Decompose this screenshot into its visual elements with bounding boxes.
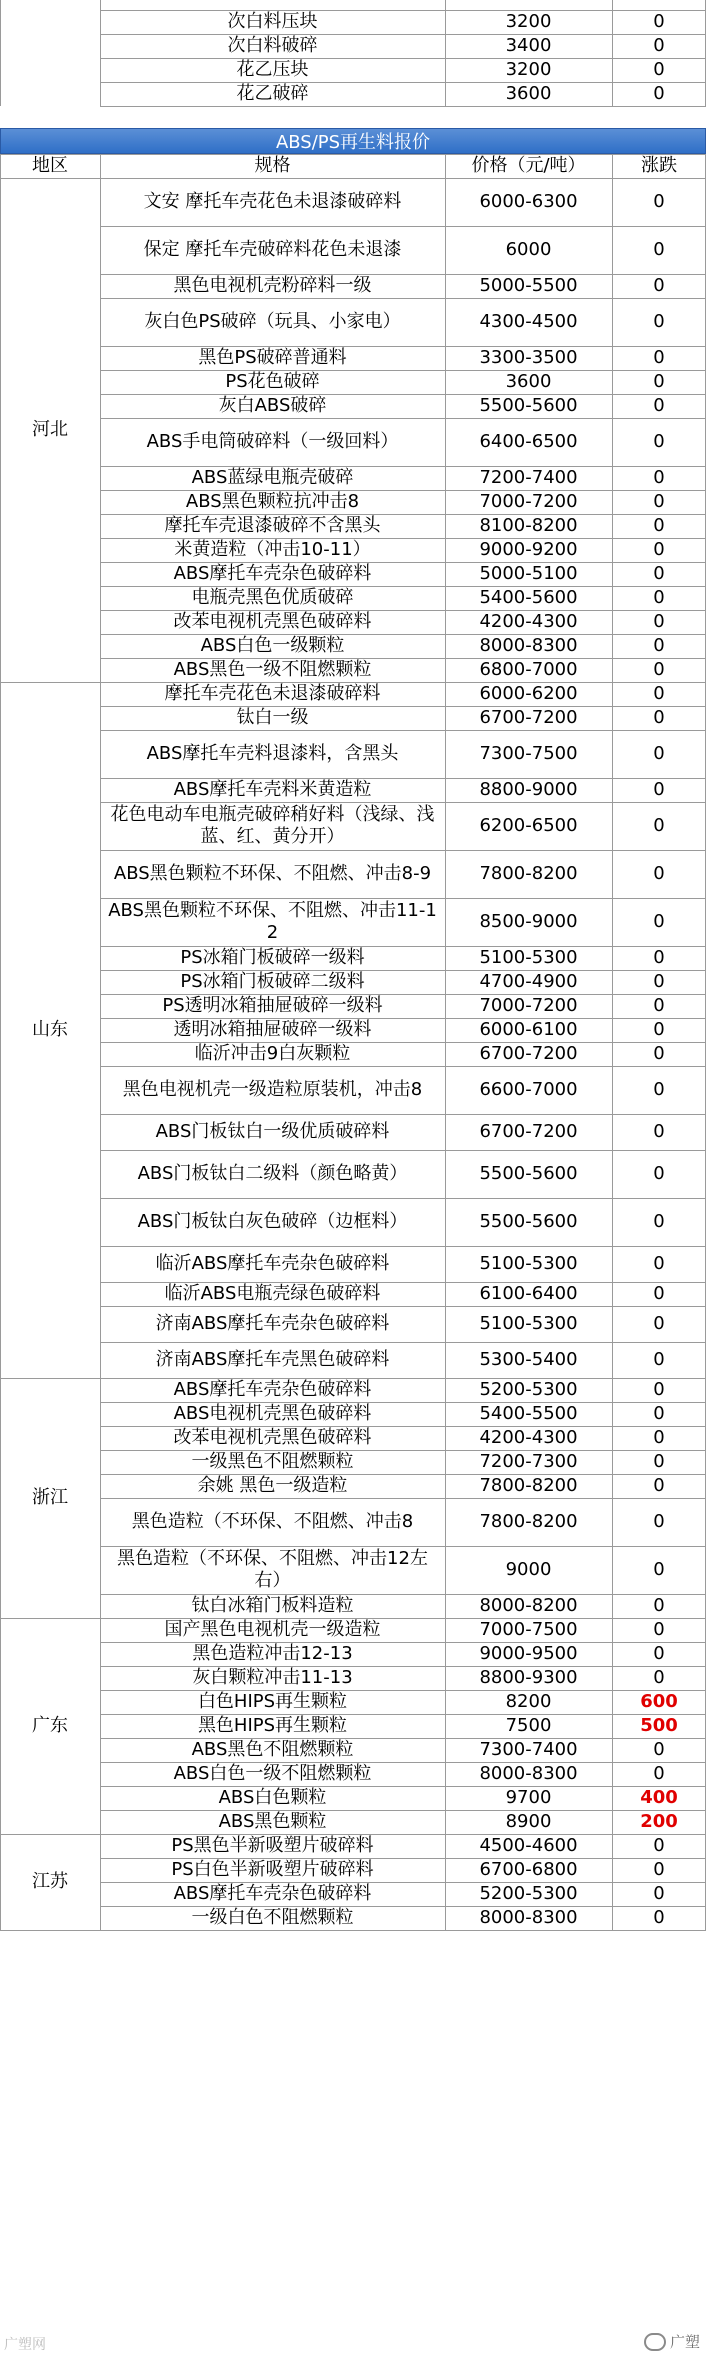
spec-cell: PS冰箱门板破碎二级料 (180, 971, 365, 992)
change-cell: 0 (653, 971, 665, 992)
change-cell: 0 (653, 1079, 665, 1100)
spec-cell: ABS黑色一级不阻燃颗粒 (173, 659, 372, 680)
price-cell: 7300-7500 (479, 743, 578, 764)
spec-cell: 电瓶壳黑色优质破碎 (191, 587, 354, 608)
change-cell: 0 (653, 1379, 665, 1400)
spec-cell: 灰白色PS破碎（玩具、小家电） (144, 311, 401, 332)
change-cell: 0 (653, 611, 665, 632)
price-cell: 4700-4900 (479, 971, 578, 992)
header-change: 涨跌 (641, 155, 677, 176)
spec-cell: 国产黑色电视机壳一级造粒 (164, 1619, 381, 1640)
spec-cell: 临沂ABS电瓶壳绿色破碎料 (164, 1283, 381, 1304)
price-cell: 8200 (505, 1691, 552, 1712)
change-cell: 0 (653, 683, 665, 704)
grid-line (445, 0, 446, 106)
price-cell: 3600 (505, 371, 552, 392)
spec-cell: PS黑色半新吸塑片破碎料 (171, 1835, 374, 1856)
price-cell: 9000-9500 (479, 1643, 578, 1664)
price-cell: 5100-5300 (479, 1313, 578, 1334)
spec-cell: ABS摩托车壳杂色破碎料 (173, 563, 372, 584)
change-cell: 0 (653, 371, 665, 392)
spec-cell: 济南ABS摩托车壳杂色破碎料 (155, 1313, 390, 1334)
change-cell: 0 (653, 275, 665, 296)
spec-cell: 次白料压块 (227, 11, 318, 32)
price-cell: 3600 (505, 83, 552, 104)
spec-cell: 灰白ABS破碎 (218, 395, 327, 416)
price-cell: 5400-5600 (479, 587, 578, 608)
change-cell: 0 (653, 1475, 665, 1496)
change-cell: 0 (653, 239, 665, 260)
price-cell: 7000-7200 (479, 995, 578, 1016)
price-cell: 5200-5300 (479, 1883, 578, 1904)
change-cell: 0 (653, 1835, 665, 1856)
spec-cell: ABS黑色颗粒不环保、不阻燃、冲击8-9 (113, 863, 432, 884)
grid-line (100, 0, 101, 106)
spec-cell: ABS白色颗粒 (218, 1787, 327, 1808)
price-cell: 6700-7200 (479, 707, 578, 728)
change-cell: 0 (653, 707, 665, 728)
change-cell: 0 (653, 1451, 665, 1472)
spec-cell: ABS黑色颗粒不环保、不阻燃、冲击11-12 (108, 900, 437, 943)
change-cell: 0 (653, 947, 665, 968)
change-cell (612, 0, 706, 10)
price-cell: 3400 (505, 35, 552, 56)
spec-cell: 改苯电视机壳黑色破碎料 (173, 1427, 372, 1448)
change-cell: 0 (653, 1163, 665, 1184)
price-cell: 6400-6500 (479, 431, 578, 452)
spec-cell: 黑色电视机壳粉碎料一级 (173, 275, 372, 296)
change-cell: 0 (653, 1643, 665, 1664)
price-cell: 6700-7200 (479, 1121, 578, 1142)
price-cell: 6000-6300 (479, 191, 578, 212)
price-cell: 7800-8200 (479, 1475, 578, 1496)
price-cell: 7000-7200 (479, 491, 578, 512)
change-cell: 0 (653, 1907, 665, 1928)
change-cell: 0 (653, 995, 665, 1016)
change-cell: 0 (653, 11, 665, 32)
spec-cell: ABS蓝绿电瓶壳破碎 (191, 467, 354, 488)
change-cell: 0 (653, 1619, 665, 1640)
change-cell: 0 (653, 83, 665, 104)
change-cell: 0 (653, 467, 665, 488)
price-cell: 4200-4300 (479, 1427, 578, 1448)
change-cell: 0 (653, 1283, 665, 1304)
spec-cell: 白色HIPS再生颗粒 (197, 1691, 348, 1712)
change-cell: 0 (653, 1019, 665, 1040)
change-cell: 0 (653, 1667, 665, 1688)
spec-cell: ABS手电筒破碎料（一级回料） (146, 431, 399, 452)
change-cell: 0 (653, 863, 665, 884)
change-cell: 0 (653, 191, 665, 212)
price-cell: 5200-5300 (479, 1379, 578, 1400)
price-cell: 8800-9300 (479, 1667, 578, 1688)
price-cell: 8000-8300 (479, 1907, 578, 1928)
spec-cell: 黑色造粒（不环保、不阻燃、冲击12左右） (117, 1548, 428, 1591)
change-cell: 0 (653, 515, 665, 536)
price-cell: 5000-5500 (479, 275, 578, 296)
price-cell: 6600-7000 (479, 1079, 578, 1100)
price-cell: 6200-6500 (479, 815, 578, 836)
change-cell: 0 (653, 815, 665, 836)
change-cell: 0 (653, 395, 665, 416)
header-price: 价格（元/吨） (471, 155, 586, 176)
change-cell: 0 (653, 491, 665, 512)
spec-cell: ABS黑色颗粒 (218, 1811, 327, 1832)
spec-cell: 黑色HIPS再生颗粒 (197, 1715, 348, 1736)
spec-cell: ABS门板钛白灰色破碎（边框料） (137, 1211, 408, 1232)
change-cell: 0 (653, 1043, 665, 1064)
spec-cell: 花色电动车电瓶壳破碎稍好料（浅绿、浅蓝、红、黄分开） (110, 804, 435, 847)
spec-cell: ABS门板钛白一级优质破碎料 (155, 1121, 390, 1142)
watermark-left (4, 2334, 46, 2354)
change-cell: 0 (653, 1313, 665, 1334)
change-cell: 200 (640, 1811, 678, 1832)
spec-cell: 黑色电视机壳一级造粒原装机，冲击8 (122, 1079, 423, 1100)
grid-line (612, 154, 613, 1930)
spec-cell: ABS白色一级颗粒 (200, 635, 345, 656)
grid-line (0, 154, 1, 1930)
spec-cell: 一级黑色不阻燃颗粒 (191, 1451, 354, 1472)
price-cell: 8000-8300 (479, 1763, 578, 1784)
change-cell: 0 (653, 911, 665, 932)
spec-cell: ABS摩托车壳料米黄造粒 (173, 779, 372, 800)
price-cell: 8000-8300 (479, 635, 578, 656)
spec-cell: 黑色造粒冲击12-13 (192, 1643, 353, 1664)
change-cell: 0 (653, 635, 665, 656)
change-cell: 0 (653, 431, 665, 452)
change-cell: 0 (653, 1763, 665, 1784)
change-cell: 0 (653, 1595, 665, 1616)
spec-cell: ABS门板钛白二级料（颜色略黄） (137, 1163, 408, 1184)
change-cell: 0 (653, 1121, 665, 1142)
price-cell: 4500-4600 (479, 1835, 578, 1856)
region-cell: 山东 (32, 1019, 68, 1040)
spec-cell: 济南ABS摩托车壳黑色破碎料 (155, 1349, 390, 1370)
grid-line (0, 0, 1, 106)
change-cell: 0 (653, 1883, 665, 1904)
region-cell: 河北 (32, 419, 68, 440)
price-cell: 6800-7000 (479, 659, 578, 680)
change-cell: 400 (640, 1787, 678, 1808)
change-cell: 0 (653, 1253, 665, 1274)
change-cell: 0 (653, 659, 665, 680)
price-cell: 9700 (505, 1787, 552, 1808)
price-cell: 3200 (505, 11, 552, 32)
price-cell: 8900 (505, 1811, 552, 1832)
spec-cell: 摩托车壳花色未退漆破碎料 (164, 683, 381, 704)
spec-cell: 临沂冲击9白灰颗粒 (194, 1043, 351, 1064)
change-cell: 0 (653, 1739, 665, 1760)
change-cell: 0 (653, 587, 665, 608)
spec-cell: 钛白冰箱门板料造粒 (191, 1595, 354, 1616)
price-cell: 7800-8200 (479, 863, 578, 884)
change-cell: 0 (653, 311, 665, 332)
spec-cell (100, 0, 445, 10)
change-cell: 0 (653, 1559, 665, 1580)
grid-line (0, 1930, 706, 1931)
spec-cell: 一级白色不阻燃颗粒 (191, 1907, 354, 1928)
region-cell: 浙江 (32, 1487, 68, 1508)
header-region: 地区 (32, 155, 68, 176)
price-cell: 9000 (505, 1559, 552, 1580)
spec-cell: 次白料破碎 (227, 35, 318, 56)
price-cell: 9000-9200 (479, 539, 578, 560)
price-cell: 6000-6100 (479, 1019, 578, 1040)
spec-cell: 改苯电视机壳黑色破碎料 (173, 611, 372, 632)
price-cell: 4200-4300 (479, 611, 578, 632)
price-cell: 5400-5500 (479, 1403, 578, 1424)
spec-cell: ABS黑色颗粒抗冲击8 (185, 491, 360, 512)
watermark-right-text: 广塑 (669, 2333, 700, 2351)
region-cell: 广东 (32, 1715, 68, 1736)
price-cell: 5100-5300 (479, 1253, 578, 1274)
spec-cell: 灰白颗粒冲击11-13 (192, 1667, 353, 1688)
change-cell: 0 (653, 1403, 665, 1424)
price-cell: 5000-5100 (479, 563, 578, 584)
change-cell: 0 (653, 347, 665, 368)
spec-cell: ABS白色一级不阻燃颗粒 (173, 1763, 372, 1784)
price-cell: 7300-7400 (479, 1739, 578, 1760)
spec-cell: 花乙破碎 (236, 83, 309, 104)
price-cell: 7500 (505, 1715, 552, 1736)
price-cell: 6000 (505, 239, 552, 260)
spec-cell: 余姚 黑色一级造粒 (197, 1475, 348, 1496)
wechat-icon (644, 2333, 666, 2351)
price-cell: 3300-3500 (479, 347, 578, 368)
price-cell: 5500-5600 (479, 1211, 578, 1232)
spec-cell: PS冰箱门板破碎一级料 (180, 947, 365, 968)
price-cell: 6700-7200 (479, 1043, 578, 1064)
change-cell: 0 (653, 59, 665, 80)
grid-line (612, 0, 613, 106)
price-cell: 7000-7500 (479, 1619, 578, 1640)
price-cell: 6700-6800 (479, 1859, 578, 1880)
price-cell: 8100-8200 (479, 515, 578, 536)
grid-line (0, 154, 706, 155)
spec-cell: 黑色造粒（不环保、不阻燃、冲击8 (131, 1511, 414, 1532)
spec-cell: ABS黑色不阻燃颗粒 (191, 1739, 354, 1760)
price-cell: 4300-4500 (479, 311, 578, 332)
price-cell: 7200-7300 (479, 1451, 578, 1472)
change-cell: 0 (653, 1349, 665, 1370)
price-cell (445, 0, 612, 10)
grid-line (100, 154, 101, 1930)
header-spec: 规格 (254, 155, 291, 176)
change-cell: 0 (653, 743, 665, 764)
price-cell: 8500-9000 (479, 911, 578, 932)
region-cell: 江苏 (32, 1871, 68, 1892)
spec-cell: ABS电视机壳黑色破碎料 (173, 1403, 372, 1424)
price-cell: 6100-6400 (479, 1283, 578, 1304)
change-cell: 0 (653, 563, 665, 584)
spec-cell: 保定 摩托车壳破碎料花色未退漆 (143, 239, 402, 260)
spec-cell: 米黄造粒（冲击10-11） (174, 539, 371, 560)
change-cell: 0 (653, 539, 665, 560)
spec-cell: 钛白一级 (236, 707, 309, 728)
spec-cell: 花乙压块 (236, 59, 309, 80)
change-cell: 0 (653, 1427, 665, 1448)
spec-cell: 透明冰箱抽屉破碎一级料 (173, 1019, 372, 1040)
change-cell: 500 (640, 1715, 678, 1736)
spec-cell: ABS摩托车壳杂色破碎料 (173, 1379, 372, 1400)
price-cell: 6000-6200 (479, 683, 578, 704)
price-cell: 5300-5400 (479, 1349, 578, 1370)
change-cell: 0 (653, 1511, 665, 1532)
spec-cell: PS白色半新吸塑片破碎料 (171, 1859, 374, 1880)
spec-cell: 黑色PS破碎普通料 (198, 347, 347, 368)
price-cell: 8000-8200 (479, 1595, 578, 1616)
spec-cell: 文安 摩托车壳花色未退漆破碎料 (143, 191, 402, 212)
price-cell: 5500-5600 (479, 395, 578, 416)
grid-line (100, 106, 706, 107)
spec-cell: PS透明冰箱抽屉破碎一级料 (162, 995, 383, 1016)
spec-cell: ABS摩托车壳杂色破碎料 (173, 1883, 372, 1904)
price-cell: 5100-5300 (479, 947, 578, 968)
price-cell: 8800-9000 (479, 779, 578, 800)
change-cell: 0 (653, 1211, 665, 1232)
price-cell: 7200-7400 (479, 467, 578, 488)
change-cell: 0 (653, 35, 665, 56)
price-cell: 5500-5600 (479, 1163, 578, 1184)
section-title: ABS/PS再生料报价 (0, 128, 706, 154)
grid-line (445, 154, 446, 1930)
spec-cell: ABS摩托车壳料退漆料，含黑头 (146, 743, 399, 764)
watermark-right (644, 2331, 700, 2352)
watermark-left-text: 广塑网 (4, 2337, 46, 2353)
spec-cell: 摩托车壳退漆破碎不含黑头 (164, 515, 381, 536)
price-cell: 3200 (505, 59, 552, 80)
price-cell: 7800-8200 (479, 1511, 578, 1532)
change-cell: 600 (640, 1691, 678, 1712)
change-cell: 0 (653, 1859, 665, 1880)
spec-cell: 临沂ABS摩托车壳杂色破碎料 (155, 1253, 390, 1274)
change-cell: 0 (653, 779, 665, 800)
spec-cell: PS花色破碎 (225, 371, 320, 392)
